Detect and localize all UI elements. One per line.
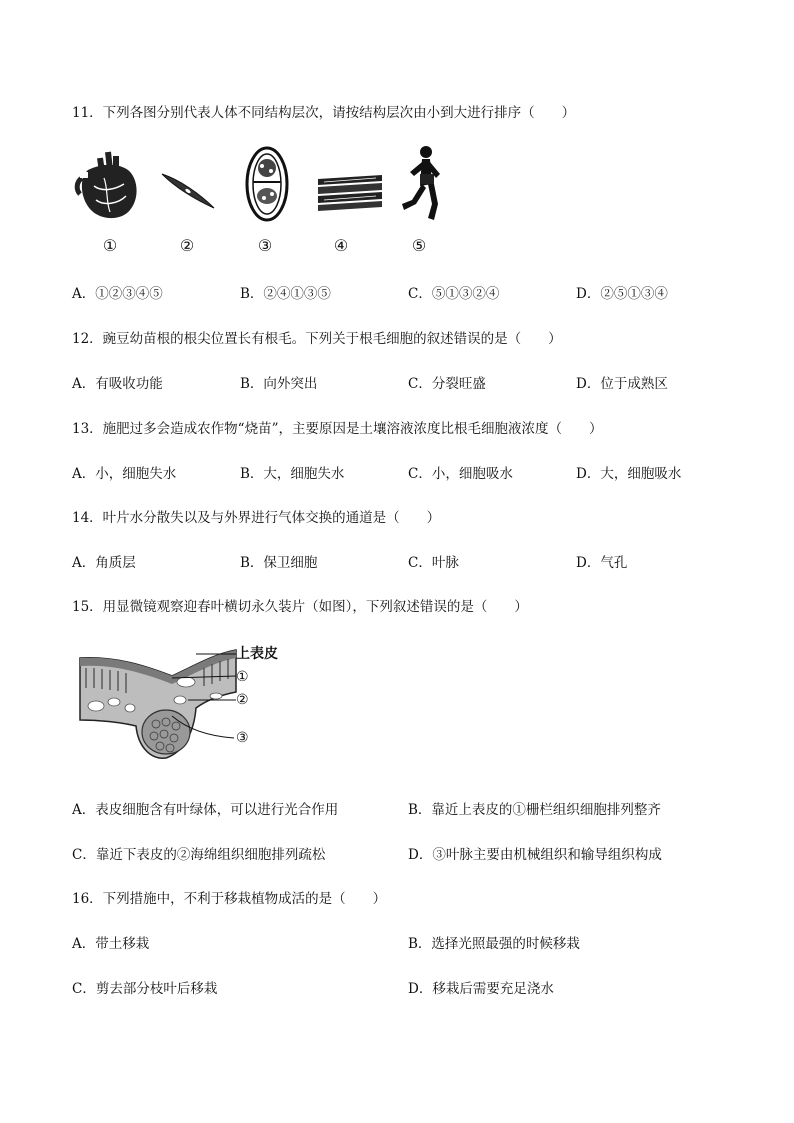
q12-option-c[interactable]: C．分裂旺盛 (408, 376, 486, 392)
q14-option-a[interactable]: A．角质层 (72, 555, 136, 571)
figure-label-5: ⑤ (411, 236, 427, 255)
q16-option-b[interactable]: B．选择光照最强的时候移栽 (408, 936, 580, 952)
q13-option-b[interactable]: B．大，细胞失水 (240, 466, 345, 482)
q11-option-d[interactable]: D．②⑤①③④ (576, 286, 668, 302)
q15-option-d[interactable]: D．③叶脉主要由机械组织和输导组织构成 (408, 847, 662, 863)
q15-option-b[interactable]: B．靠近上表皮的①栅栏组织细胞排列整齐 (408, 802, 661, 818)
question-16-stem: 16．下列措施中，不利于移栽植物成活的是（ ） (72, 891, 387, 907)
label-spongy: ② (236, 692, 249, 708)
question-13-stem: 13．施肥过多会造成农作物“烧苗”，主要原因是土壤溶液浓度比根毛细胞液浓度（ ） (72, 421, 603, 437)
q12-option-a[interactable]: A．有吸收功能 (72, 376, 163, 392)
q16-option-a[interactable]: A．带土移栽 (72, 936, 150, 952)
q13-option-c[interactable]: C．小，细胞吸水 (408, 466, 513, 482)
q13-option-d[interactable]: D．大，细胞吸水 (576, 466, 682, 482)
question-12-stem: 12．豌豆幼苗根的根尖位置长有根毛。下列关于根毛细胞的叙述错误的是（ ） (72, 331, 562, 347)
runner-icon (398, 144, 444, 224)
figure-label-4: ④ (333, 236, 349, 255)
heart-icon (74, 148, 146, 223)
label-palisade: ① (236, 669, 249, 685)
q12-option-d[interactable]: D．位于成熟区 (576, 376, 668, 392)
q11-option-a[interactable]: A．①②③④⑤ (72, 286, 163, 302)
figure-label-1: ① (102, 236, 118, 255)
organ-section-icon (242, 144, 292, 224)
q14-option-c[interactable]: C．叶脉 (408, 555, 459, 571)
muscle-tissue-icon (316, 173, 384, 213)
q14-option-d[interactable]: D．气孔 (576, 555, 628, 571)
figure-label-2: ② (179, 236, 195, 255)
q13-option-a[interactable]: A．小，细胞失水 (72, 466, 177, 482)
q11-option-c[interactable]: C．⑤①③②④ (408, 286, 500, 302)
question-15-stem: 15．用显微镜观察迎春叶横切永久装片（如图），下列叙述错误的是（ ） (72, 599, 528, 615)
q15-option-c[interactable]: C．靠近下表皮的②海绵组织细胞排列疏松 (72, 847, 326, 863)
q15-option-a[interactable]: A．表皮细胞含有叶绿体，可以进行光合作用 (72, 802, 339, 818)
label-upper-epidermis: 上表皮 (236, 646, 278, 662)
label-vein: ③ (236, 730, 249, 746)
q16-option-d[interactable]: D．移栽后需要充足浇水 (408, 981, 554, 997)
q12-option-b[interactable]: B．向外突出 (240, 376, 318, 392)
leaf-cross-section-figure (76, 636, 256, 764)
question-14-stem: 14．叶片水分散失以及与外界进行气体交换的通道是（ ） (72, 510, 441, 526)
muscle-cell-icon (160, 170, 216, 210)
q14-option-b[interactable]: B．保卫细胞 (240, 555, 318, 571)
q16-option-c[interactable]: C．剪去部分枝叶后移栽 (72, 981, 218, 997)
figure-label-3: ③ (257, 236, 273, 255)
q11-option-b[interactable]: B．②④①③⑤ (240, 286, 331, 302)
question-11-stem: 11．下列各图分别代表人体不同结构层次，请按结构层次由小到大进行排序（ ） (72, 105, 576, 121)
